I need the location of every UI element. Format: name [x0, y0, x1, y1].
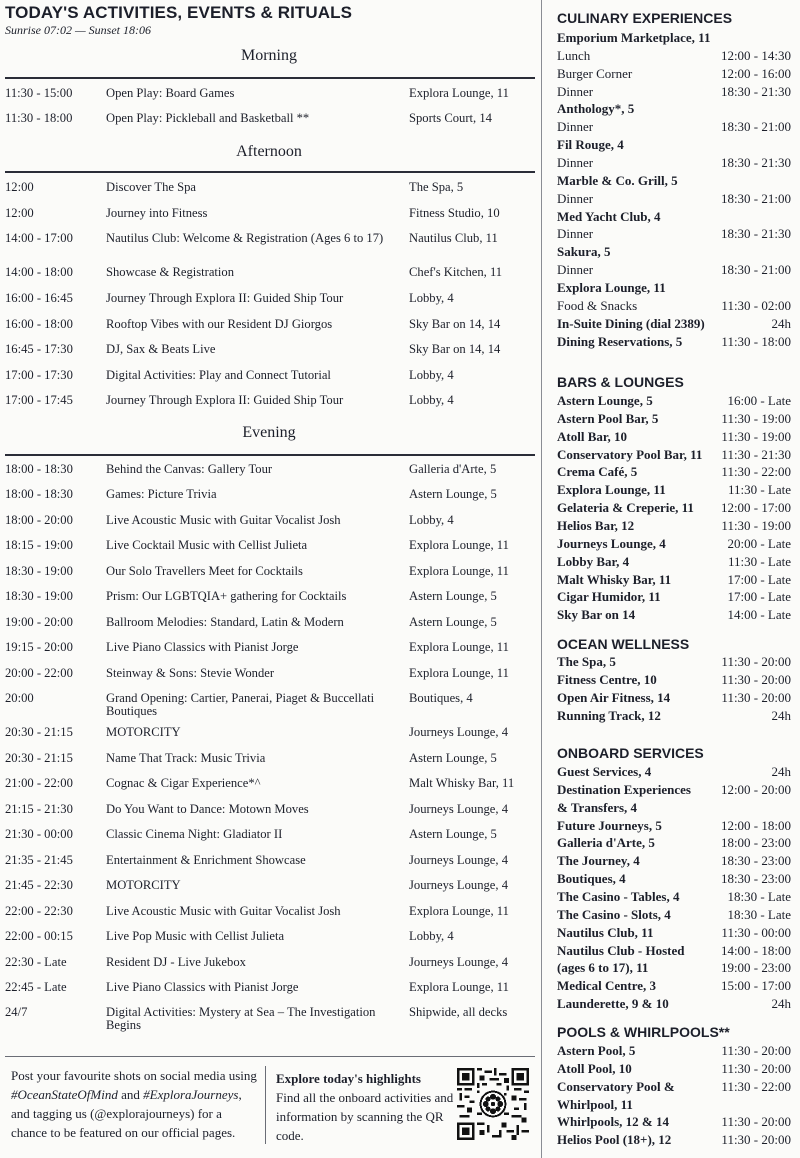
- event-time: 22:00 - 22:30: [5, 904, 73, 918]
- event-time: 22:30 - Late: [5, 955, 67, 969]
- event-name: Live Acoustic Music with Guitar Vocalist Josh: [106, 513, 341, 527]
- section-rule: [5, 171, 535, 173]
- event-location: Lobby, 4: [409, 929, 454, 943]
- venue-name: Sky Bar on 14: [557, 607, 636, 623]
- event-location: Astern Lounge, 5: [409, 751, 497, 765]
- section-title-evening: Evening: [242, 424, 296, 441]
- venue-hours: 11:30 - 00:00: [721, 924, 791, 940]
- event-time: 24/7: [5, 1005, 28, 1019]
- venue-hours: 11:30 - 02:00: [721, 297, 791, 313]
- venue-name: Dinner: [557, 190, 594, 206]
- venue-hours: 11:30 - 20:00: [721, 1132, 791, 1148]
- event-location: Journeys Lounge, 4: [409, 802, 508, 816]
- event-name: Steinway & Sons: Stevie Wonder: [106, 666, 275, 680]
- venue-hours: 11:30 - 19:00: [721, 410, 791, 426]
- sunrise-sunset: Sunrise 07:02 — Sunset 18:06: [5, 23, 151, 37]
- event-location: Astern Lounge, 5: [409, 827, 497, 841]
- venue-hours: 18:30 - Late: [727, 906, 791, 922]
- venue-hours: 11:30 - 22:00: [721, 464, 791, 480]
- category-title-bars-lounges: BARS & LOUNGES: [557, 374, 684, 390]
- event-location: Explora Lounge, 11: [409, 640, 509, 654]
- event-location: Explora Lounge, 11: [409, 666, 509, 680]
- venue-name: Dinner: [557, 119, 594, 135]
- venue-name: Astern Lounge, 5: [557, 393, 653, 408]
- event-time: 20:00 - 22:00: [5, 666, 73, 680]
- event-time: 18:00 - 18:30: [5, 462, 73, 476]
- venue-hours: 24h: [771, 315, 791, 331]
- venue-name: Nautilus Club - Hosted: [557, 942, 685, 958]
- venue-hours: 11:30 - Late: [727, 553, 791, 569]
- venue-hours: 14:00 - 18:00: [720, 942, 791, 958]
- venue-name: Lunch: [557, 47, 591, 63]
- venue-name: Whirlpools, 12 & 14: [557, 1114, 669, 1130]
- section-rule: [5, 454, 535, 456]
- event-name: Do You Want to Dance: Motown Moves: [106, 802, 309, 816]
- event-name: Digital Activities: Mystery at Sea – The Investigation Begins: [106, 1005, 376, 1032]
- venue-hours: [550, 0, 800, 1158]
- event-location: Sports Court, 14: [409, 111, 492, 125]
- page-title: TODAY'S ACTIVITIES, EVENTS & RITUALS: [5, 3, 353, 22]
- event-location: Journeys Lounge, 4: [409, 955, 508, 969]
- venue-name: Cigar Humidor, 11: [557, 589, 661, 605]
- venue-name: Launderette, 9 & 10: [557, 996, 669, 1011]
- event-time: 18:30 - 19:00: [5, 589, 73, 603]
- event-time: 18:00 - 20:00: [5, 513, 73, 527]
- event-name: Live Pop Music with Cellist Julieta: [106, 929, 285, 943]
- event-time: 21:00 - 22:00: [5, 776, 73, 790]
- event-location: Lobby, 4: [409, 513, 454, 527]
- venue-hours: 14:00 - Late: [727, 607, 791, 623]
- event-time: 18:00 - 18:30: [5, 487, 73, 501]
- event-name: Discover The Spa: [106, 180, 197, 194]
- event-location: Chef's Kitchen, 11: [409, 265, 503, 279]
- event-name: Rooftop Vibes with our Resident DJ Giorgos: [106, 317, 333, 331]
- venue-name: Astern Pool Bar, 5: [557, 410, 659, 426]
- venue-hours: 18:30 - 23:00: [720, 871, 791, 887]
- event-name: Our Solo Travellers Meet for Cocktails: [106, 564, 303, 578]
- event-location: Explora Lounge, 11: [409, 980, 509, 994]
- venue-hours: 11:30 - 20:00: [721, 671, 791, 687]
- event-name: Nautilus Club: Welcome & Registration (Ages 6 to 17): [106, 231, 384, 245]
- venue-name: Emporium Marketplace, 11: [557, 30, 711, 45]
- event-name: Open Play: Board Games: [106, 86, 235, 100]
- venue-hours: 11:30 - 22:00: [721, 1078, 791, 1094]
- event-name: Behind the Canvas: Gallery Tour: [106, 462, 273, 476]
- event-location: Astern Lounge, 5: [409, 487, 497, 501]
- venue-name: Atoll Bar, 10: [557, 428, 627, 444]
- venue-hours: 15:00 - 17:00: [720, 978, 791, 994]
- event-name: Open Play: Pickleball and Basketball **: [106, 111, 310, 125]
- venue-name: Anthology*, 5: [557, 101, 635, 117]
- event-name: Showcase & Registration: [106, 265, 235, 279]
- event-time: 21:15 - 21:30: [5, 802, 73, 816]
- venue-hours: 11:30 - 20:00: [721, 1060, 791, 1076]
- event-name: Live Piano Classics with Pianist Jorge: [106, 980, 299, 994]
- event-location: Lobby, 4: [409, 368, 454, 382]
- venue-hours: 24h: [771, 996, 791, 1011]
- venue-name: Running Track, 12: [557, 707, 661, 723]
- venue-hours: 18:30 - Late: [727, 889, 791, 904]
- category-title-culinary-experiences: CULINARY EXPERIENCES: [557, 10, 733, 26]
- venue-hours: 12:00 - 18:00: [720, 817, 791, 833]
- venue-hours: 20:00 - Late: [727, 535, 791, 551]
- venue-name: Medical Centre, 3: [557, 978, 657, 994]
- event-location: Explora Lounge, 11: [409, 86, 509, 100]
- event-location: Shipwide, all decks: [409, 1005, 508, 1019]
- event-location: Nautilus Club, 11: [409, 231, 498, 245]
- explore-highlights: [276, 1069, 456, 1145]
- event-time: 20:00: [5, 691, 34, 705]
- explore-title: Explore today's highlights: [276, 1071, 421, 1086]
- venue-hours: 18:30 - 23:00: [720, 853, 791, 869]
- venue-name: Gelateria & Creperie, 11: [557, 500, 694, 516]
- event-time: 17:00 - 17:30: [5, 368, 73, 382]
- event-time: 14:00 - 17:00: [5, 231, 73, 245]
- venue-name: The Casino - Tables, 4: [557, 889, 680, 904]
- venue-hours: 12:00 - 20:00: [720, 781, 791, 797]
- venue-name: Conservatory Pool Bar, 11: [557, 446, 703, 462]
- venue-hours: 11:30 - 20:00: [721, 689, 791, 705]
- venue-hours: 11:30 - Late: [727, 482, 791, 498]
- event-time: 16:00 - 16:45: [5, 291, 73, 305]
- venue-hours: 12:00 - 16:00: [720, 65, 791, 81]
- event-location: Galleria d'Arte, 5: [409, 462, 497, 476]
- venue-hours: 11:30 - 21:30: [721, 446, 791, 462]
- event-name: MOTORCITY: [106, 725, 181, 739]
- event-location: Lobby, 4: [409, 291, 454, 305]
- event-name: Live Acoustic Music with Guitar Vocalist Josh: [106, 904, 341, 918]
- event-time: 22:45 - Late: [5, 980, 67, 994]
- venue-hours: 18:30 - 21:30: [720, 83, 791, 99]
- venue-hours: 11:30 - 20:00: [721, 654, 791, 669]
- promo-outro: , and tagging us (@explorajourneys) for a chance to be featured on our official pages.: [11, 1087, 242, 1140]
- event-time: 21:30 - 00:00: [5, 827, 73, 841]
- event-location: Astern Lounge, 5: [409, 615, 497, 629]
- column-divider: [541, 0, 542, 1158]
- venue-hours: 18:30 - 21:00: [720, 119, 791, 135]
- venue-name: Nautilus Club, 11: [557, 924, 654, 940]
- venue-hours: 12:00 - 17:00: [720, 500, 791, 516]
- event-time: 20:30 - 21:15: [5, 725, 73, 739]
- footer-vertical-divider: [265, 1066, 266, 1144]
- promo-and: and: [121, 1087, 140, 1102]
- venue-name: In-Suite Dining (dial 2389): [557, 315, 705, 331]
- event-time: 12:00: [5, 180, 34, 194]
- event-name: Cognac & Cigar Experience*^: [106, 776, 261, 790]
- venue-name: Dinner: [557, 83, 594, 99]
- event-name: Grand Opening: Cartier, Panerai, Piaget & Buccellati Boutiques: [106, 691, 375, 718]
- event-time: 19:15 - 20:00: [5, 640, 73, 654]
- event-location: Lobby, 4: [409, 393, 454, 407]
- event-name: Journey Through Explora II: Guided Ship Tour: [106, 291, 344, 305]
- venue-name: Explora Lounge, 11: [557, 482, 666, 498]
- event-name: Resident DJ - Live Jukebox: [106, 955, 246, 969]
- event-location: Fitness Studio, 10: [409, 206, 500, 220]
- hashtag-ocean-state[interactable]: #OceanStateOfMind: [11, 1087, 118, 1102]
- venue-name: Lobby Bar, 4: [557, 553, 630, 569]
- event-name: Entertainment & Enrichment Showcase: [106, 853, 306, 867]
- venue-name: The Journey, 4: [557, 853, 640, 869]
- section-title-afternoon: Afternoon: [236, 143, 302, 160]
- event-name: Prism: Our LGBTQIA+ gathering for Cocktails: [106, 589, 347, 603]
- explore-body: Find all the onboard activities and information by scanning the QR code.: [276, 1090, 454, 1143]
- venue-hours: 11:30 - 20:00: [721, 1114, 791, 1130]
- event-time: 11:30 - 18:00: [5, 111, 73, 125]
- venue-name: Dinner: [557, 262, 594, 278]
- venue-hours: 17:00 - Late: [727, 589, 791, 605]
- event-name: MOTORCITY: [106, 878, 181, 892]
- venue-hours: 18:30 - 21:00: [720, 190, 791, 206]
- event-name: Classic Cinema Night: Gladiator II: [106, 827, 283, 841]
- event-time: 18:30 - 19:00: [5, 564, 73, 578]
- category-title-onboard-services: ONBOARD SERVICES: [557, 745, 704, 761]
- venue-hours: 17:00 - Late: [727, 571, 791, 587]
- venue-hours: 11:30 - 19:00: [721, 518, 791, 533]
- qr-code-icon[interactable]: [457, 1068, 529, 1140]
- venue-name: Open Air Fitness, 14: [557, 689, 671, 705]
- event-name: Journey into Fitness: [106, 206, 208, 220]
- event-time: 11:30 - 15:00: [5, 86, 73, 100]
- section-title-morning: Morning: [241, 47, 297, 64]
- venue-name: Journeys Lounge, 4: [557, 535, 666, 551]
- venue-name: Destination Experiences: [557, 781, 691, 797]
- venue-hours: 11:30 - 18:00: [721, 333, 791, 349]
- venue-name: Med Yacht Club, 4: [557, 208, 661, 224]
- venue-name: Conservatory Pool &: [557, 1078, 675, 1094]
- event-location: Sky Bar on 14, 14: [409, 317, 501, 331]
- venue-name: The Casino - Slots, 4: [557, 906, 671, 922]
- event-location: Explora Lounge, 11: [409, 904, 509, 918]
- venue-name: Malt Whisky Bar, 11: [557, 571, 672, 587]
- event-location: Journeys Lounge, 4: [409, 878, 508, 892]
- footer-divider: [5, 1056, 535, 1057]
- venue-hours: 18:30 - 21:00: [720, 262, 791, 278]
- event-time: 16:45 - 17:30: [5, 342, 73, 356]
- event-location: Boutiques, 4: [409, 691, 473, 705]
- event-name: Games: Picture Trivia: [106, 487, 217, 501]
- section-rule: [5, 77, 535, 79]
- event-name: Live Cocktail Music with Cellist Julieta: [106, 538, 308, 552]
- venue-name: Guest Services, 4: [557, 764, 652, 779]
- venue-hours: 18:00 - 23:00: [720, 835, 791, 851]
- event-location: Journeys Lounge, 4: [409, 725, 508, 739]
- venue-name: The Spa, 5: [557, 654, 616, 669]
- venue-name: Fil Rouge, 4: [557, 137, 624, 153]
- category-title-ocean-wellness: OCEAN WELLNESS: [557, 636, 690, 652]
- event-name: Name That Track: Music Trivia: [106, 751, 266, 765]
- venue-hours: 11:30 - 19:00: [721, 428, 791, 444]
- venue-name: Whirlpool, 11: [557, 1096, 633, 1112]
- venue-hours: 18:30 - 21:30: [720, 155, 791, 170]
- venue-name: (ages 6 to 17), 11: [557, 960, 649, 976]
- event-time: 12:00: [5, 206, 34, 220]
- venue-hours: 16:00 - Late: [727, 393, 791, 408]
- event-location: Malt Whisky Bar, 11: [409, 776, 515, 790]
- venue-name: Burger Corner: [557, 65, 633, 81]
- venue-hours: 18:30 - 21:30: [720, 226, 791, 242]
- category-title-pools-whirlpools: POOLS & WHIRLPOOLS**: [557, 1024, 730, 1040]
- venue-name: Dinner: [557, 155, 594, 170]
- venue-name: Helios Bar, 12: [557, 518, 635, 533]
- hashtag-explora[interactable]: #ExploraJourneys: [143, 1087, 239, 1102]
- event-time: 19:00 - 20:00: [5, 615, 73, 629]
- venue-name: Marble & Co. Grill, 5: [557, 172, 678, 188]
- venue-hours: 11:30 - 20:00: [721, 1043, 791, 1058]
- event-location: The Spa, 5: [409, 180, 464, 194]
- venue-name: Boutiques, 4: [557, 871, 626, 887]
- event-time: 18:15 - 19:00: [5, 538, 73, 552]
- event-name: Digital Activities: Play and Connect Tutorial: [106, 368, 331, 382]
- venue-name: Fitness Centre, 10: [557, 671, 657, 687]
- event-location: Journeys Lounge, 4: [409, 853, 508, 867]
- event-time: 20:30 - 21:15: [5, 751, 73, 765]
- venue-name: Sakura, 5: [557, 244, 611, 260]
- event-time: 22:00 - 00:15: [5, 929, 73, 943]
- venue-name: Crema Café, 5: [557, 464, 638, 480]
- event-name: Journey Through Explora II: Guided Ship Tour: [106, 393, 344, 407]
- venue-name: Helios Pool (18+), 12: [557, 1132, 672, 1148]
- venue-name: Food & Snacks: [557, 297, 638, 313]
- event-location: Explora Lounge, 11: [409, 564, 509, 578]
- venue-name: Future Journeys, 5: [557, 817, 662, 833]
- venue-name: Dinner: [557, 226, 594, 242]
- social-promo: [11, 1066, 261, 1142]
- venue-hours: 24h: [771, 707, 791, 723]
- event-time: 21:45 - 22:30: [5, 878, 73, 892]
- venue-hours: 24h: [771, 764, 791, 779]
- venue-name: Galleria d'Arte, 5: [557, 835, 655, 851]
- event-location: Explora Lounge, 11: [409, 538, 509, 552]
- event-time: 16:00 - 18:00: [5, 317, 73, 331]
- venue-hours: 12:00 - 14:30: [720, 47, 791, 63]
- event-location: Sky Bar on 14, 14: [409, 342, 501, 356]
- event-name: Ballroom Melodies: Standard, Latin & Modern: [106, 615, 344, 629]
- event-location: Astern Lounge, 5: [409, 589, 497, 603]
- venue-hours: 19:00 - 23:00: [720, 960, 791, 976]
- venue-name: Explora Lounge, 11: [557, 279, 666, 295]
- event-name: Live Piano Classics with Pianist Jorge: [106, 640, 299, 654]
- venue-name: Astern Pool, 5: [557, 1043, 636, 1058]
- venue-name: Dining Reservations, 5: [557, 333, 683, 349]
- venue-name: Atoll Pool, 10: [557, 1060, 632, 1076]
- event-time: 17:00 - 17:45: [5, 393, 73, 407]
- event-name: DJ, Sax & Beats Live: [106, 342, 216, 356]
- venue-name: & Transfers, 4: [557, 799, 638, 815]
- promo-intro: Post your favourite shots on social media using: [11, 1068, 257, 1083]
- event-time: 21:35 - 21:45: [5, 853, 73, 867]
- event-time: 14:00 - 18:00: [5, 265, 73, 279]
